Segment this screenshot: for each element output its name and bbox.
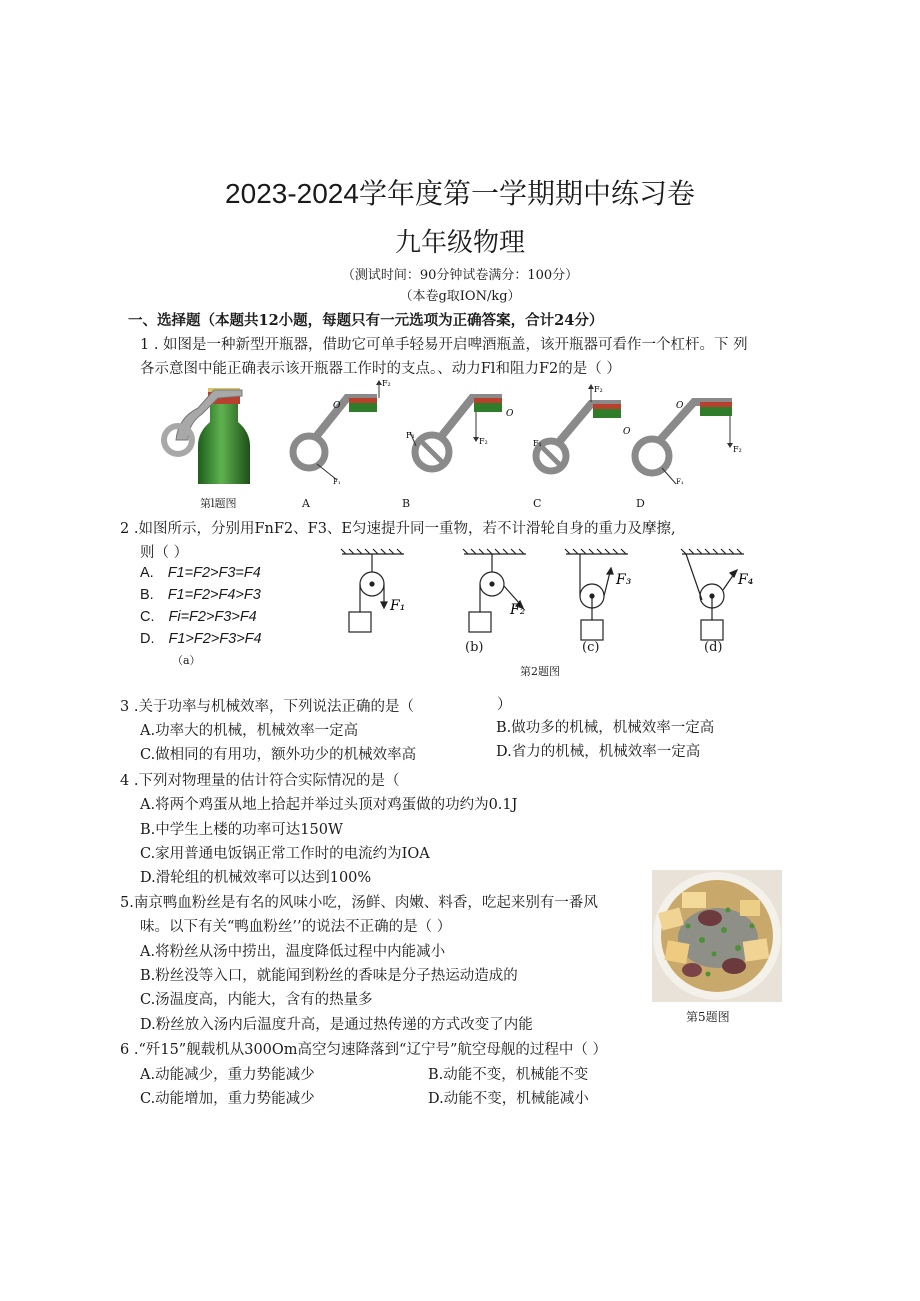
exam-time-info: （测试时间：90分钟试卷满分：100分）: [341, 268, 579, 283]
q1-stem-line1: 1 . 如图是一种新型开瓶器，借助它可单手轻易开启啤酒瓶盖，该开瓶器可看作一个杠杆。下 列: [140, 337, 748, 353]
q1-option-c-label: C: [533, 497, 542, 510]
q5-option-a: A.将粉丝从汤中捞出，温度降低过程中内能减小: [140, 944, 446, 960]
q2-sub-a-label: （a）: [172, 654, 201, 667]
q4-option-c: C.家用普通电饭锅正常工作时的电流约为IOA: [140, 846, 430, 862]
q1c-o-label: O: [623, 427, 631, 437]
q2-fig-caption: 第2题图: [520, 665, 560, 678]
q5-soup-photo: [652, 870, 782, 1002]
q2-stem-line2: 则（ ）: [140, 545, 189, 561]
q1-stem-line2: 各示意图中能正确表示该开瓶器工作时的支点。、动力Fl和阻力F2的是（ ）: [140, 361, 621, 377]
q2-stem-line1: 2 .如图所示，分别用FnF2、F3、E匀速提升同一重物，若不计滑轮自身的重力及摩擦,: [120, 521, 676, 537]
q3-option-d: D.省力的机械，机械效率一定高: [496, 744, 701, 760]
q2-label-d: (d): [704, 640, 723, 655]
q5-option-c: C.汤温度高，内能大，含有的热量多: [140, 992, 373, 1008]
q2-pulley-diagrams: [330, 548, 770, 676]
q3-option-a: A.功率大的机械，机械效率一定高: [140, 723, 359, 739]
q5-fig-caption: 第5题图: [686, 1010, 730, 1024]
q6-option-a: A.动能减少，重力势能减少: [140, 1067, 315, 1083]
q2-option-d: D. F1>F2>F3>F4: [140, 631, 262, 647]
q1d-f1-label: F₁: [676, 478, 684, 486]
q1d-o-label: O: [676, 401, 684, 411]
q5-option-b: B.粉丝没等入口，就能闻到粉丝的香味是分子热运动造成的: [140, 968, 518, 984]
exam-title: 2023-2024学年度第一学期期中练习卷: [225, 178, 695, 209]
q5-stem-line1: 5.南京鸭血粉丝是有名的风味小吃，汤鲜、肉嫩、料香，吃起来别有一番风: [120, 895, 598, 911]
exam-g-info: （本卷g取ION/kg）: [399, 289, 521, 304]
q2-label-b: (b): [465, 640, 484, 655]
q3-option-b: B.做功多的机械，机械效率一定高: [496, 720, 715, 736]
q3-stem-close: ）: [497, 697, 512, 713]
q1a-f1-label: F₁: [333, 478, 341, 486]
q2-f2-label: F₂: [510, 602, 526, 618]
q5-stem-line2: 味。以下有关“鸭血粉丝’’的说法不正确的是（ ）: [140, 919, 452, 935]
q2-f4-label: F₄: [738, 572, 754, 588]
q1-diagram-b: [400, 376, 520, 488]
pulley-a: [341, 549, 404, 632]
q1a-f2-label: F₂: [382, 379, 391, 388]
q2-label-c: (c): [582, 640, 600, 655]
q4-option-a: A.将两个鸡蛋从地上拾起并举过头顶对鸡蛋做的功约为0.1J: [140, 797, 518, 813]
q6-option-d: D.动能不变，机械能减小: [428, 1091, 589, 1107]
q3-option-c: C.做相同的有用功，额外功少的机械效率高: [140, 747, 417, 763]
q1a-o-label: O: [333, 401, 341, 411]
q5-option-d: D.粉丝放入汤内后温度升高，是通过热传递的方式改变了内能: [140, 1017, 533, 1033]
q4-stem: 4 .下列对物理量的估计符合实际情况的是（: [120, 773, 400, 789]
q1-fig-caption: 第l题图: [200, 497, 237, 510]
q3-stem: 3 .关于功率与机械效率，下列说法正确的是（: [120, 699, 414, 715]
q2-option-c: C. Fi=F2>F3>F4: [140, 609, 257, 625]
q4-option-d: D.滑轮组的机械效率可以达到100%: [140, 870, 372, 886]
q2-option-b: B. F1=F2>F4>F3: [140, 587, 261, 603]
q1-option-d-label: D: [636, 497, 645, 510]
q1-option-b-label: B: [402, 497, 411, 510]
exam-subject: 九年级物理: [394, 228, 525, 258]
q1d-f2-label: F₂: [733, 445, 742, 454]
q1-opener-photo: [158, 380, 258, 484]
pulley-d: [681, 549, 744, 640]
q1-option-a-label: A: [302, 497, 310, 510]
q1c-f2-label: F₂: [594, 385, 603, 394]
q2-option-a: A. F1=F2>F3=F4: [140, 565, 261, 581]
q1b-o-label: O: [506, 409, 514, 419]
q1-diagram-d: [628, 376, 748, 488]
q1c-f1-label: F₁: [533, 439, 542, 448]
q1b-f2-label: F₂: [479, 437, 488, 446]
q4-option-b: B.中学生上楼的功率可达150W: [140, 822, 343, 838]
q1-diagram-c: [525, 376, 635, 488]
pulley-c: [565, 549, 628, 640]
q6-option-c: C.动能增加，重力势能减少: [140, 1091, 315, 1107]
q6-stem: 6 .“歼15”舰载机从300Om高空匀速降落到“辽宁号”航空母舰的过程中（ ）: [120, 1042, 607, 1058]
q6-option-b: B.动能不变，机械能不变: [428, 1067, 589, 1083]
q2-f1-label: F₁: [390, 598, 406, 614]
q1b-f1-label: F₁: [406, 431, 415, 440]
pulley-b: [463, 549, 526, 632]
q2-f3-label: F₃: [616, 572, 632, 588]
section-heading: 一、选择题（本题共12小题，每题只有一元选项为正确答案，合计24分）: [128, 312, 604, 329]
q1-diagram-a: [285, 376, 395, 488]
